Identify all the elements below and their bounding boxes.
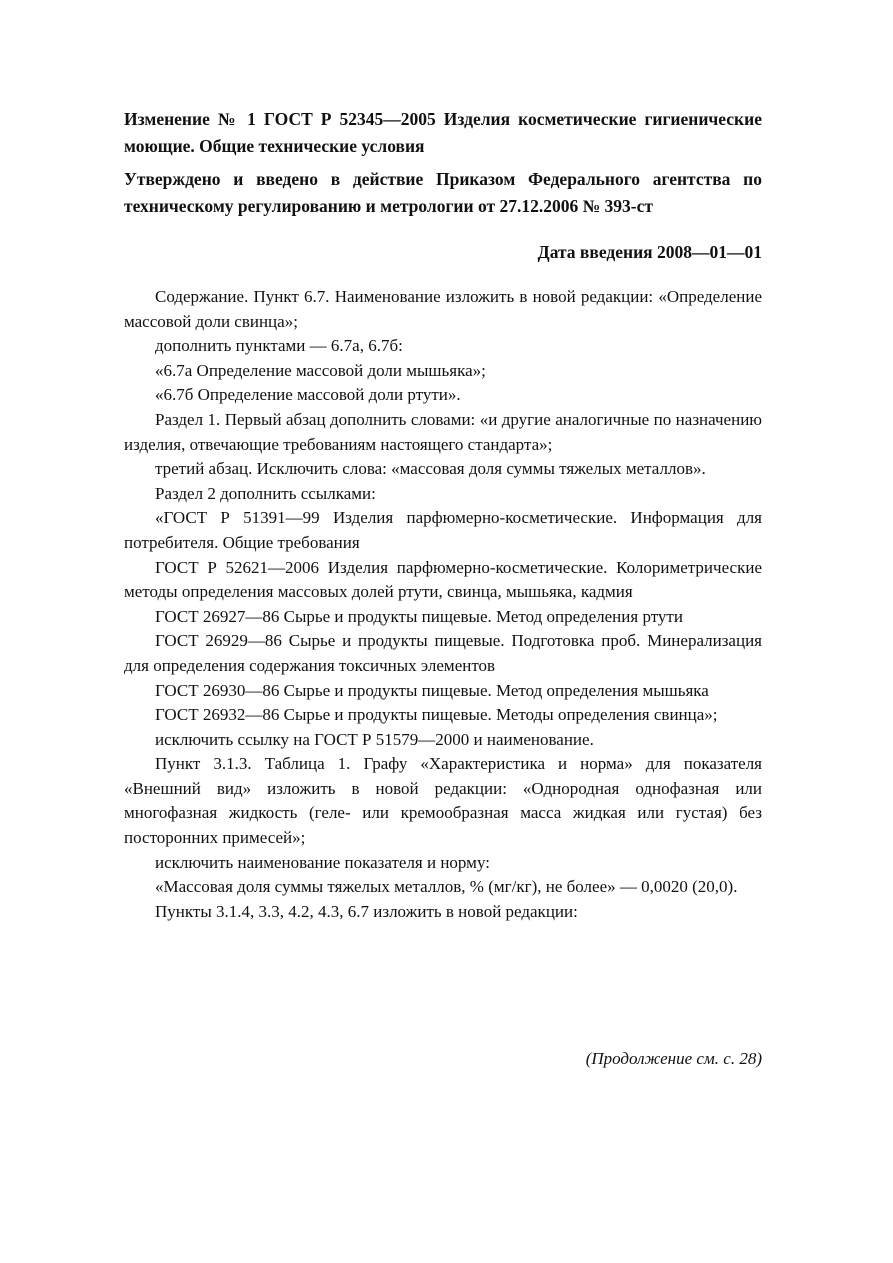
paragraph: Раздел 1. Первый абзац дополнить словами: «и другие аналогичные по назначению изделия, отвечающие требованиям настоящего стандарта»; [124,409,762,454]
paragraph: дополнить пунктами — 6.7а, 6.7б: [155,336,403,356]
paragraph: «6.7а Определение массовой доли мышьяка»; [155,360,486,380]
document-page [124,106,762,924]
paragraph: третий абзац. Исключить слова: «массовая доля суммы тяжелых металлов». [155,459,706,479]
amendment-title: Изменение № 1 ГОСТ Р 52345—2005 Изделия косметические гигиенические моющие. Общие технические условия [124,109,762,156]
continuation-note: (Продолжение см. с. 28) [585,1049,762,1068]
paragraph: исключить ссылку на ГОСТ Р 51579—2000 и наименование. [155,729,594,749]
paragraph: ГОСТ Р 52621—2006 Изделия парфюмерно-косметические. Колориметрические методы определения массовых долей ртути, свинца, мышьяка, кадмия [124,557,762,602]
paragraph: «Массовая доля суммы тяжелых металлов, % (мг/кг), не более» — 0,0020 (20,0). [155,877,738,897]
effective-date: Дата введения 2008—01—01 [537,242,762,262]
approval-statement: Утверждено и введено в действие Приказом Федерального агентства по техническому регулированию и метрологии от 27.12.2006 № 393-ст [124,169,762,216]
paragraph: Пункты 3.1.4, 3.3, 4.2, 4.3, 6.7 изложить в новой редакции: [155,901,578,921]
paragraph: исключить наименование показателя и норму: [155,852,490,872]
paragraph: «ГОСТ Р 51391—99 Изделия парфюмерно-косметические. Информация для потребителя. Общие требования [124,508,762,552]
paragraph: ГОСТ 26929—86 Сырье и продукты пищевые. Подготовка проб. Минерализация для определения содержания токсичных элементов [124,631,762,675]
paragraph: ГОСТ 26932—86 Сырье и продукты пищевые. Методы определения свинца»; [155,705,718,725]
paragraph: Раздел 2 дополнить ссылками: [155,483,376,503]
paragraph: Пункт 3.1.3. Таблица 1. Графу «Характеристика и норма» для показателя «Внешний вид» изложить в новой редакции: «Однородная однофазная или многофазная жидкость (геле- или кремообразная масса жидкая или густая) без посторонних примесей»; [124,754,762,848]
paragraph: ГОСТ 26927—86 Сырье и продукты пищевые. Метод определения ртути [155,606,683,626]
paragraph: Содержание. Пункт 6.7. Наименование изложить в новой редакции: «Определение массовой доли свинца»; [124,287,762,331]
paragraph: ГОСТ 26930—86 Сырье и продукты пищевые. Метод определения мышьяка [155,680,709,700]
paragraph: «6.7б Определение массовой доли ртути». [155,385,461,405]
amendment-body [124,285,762,924]
